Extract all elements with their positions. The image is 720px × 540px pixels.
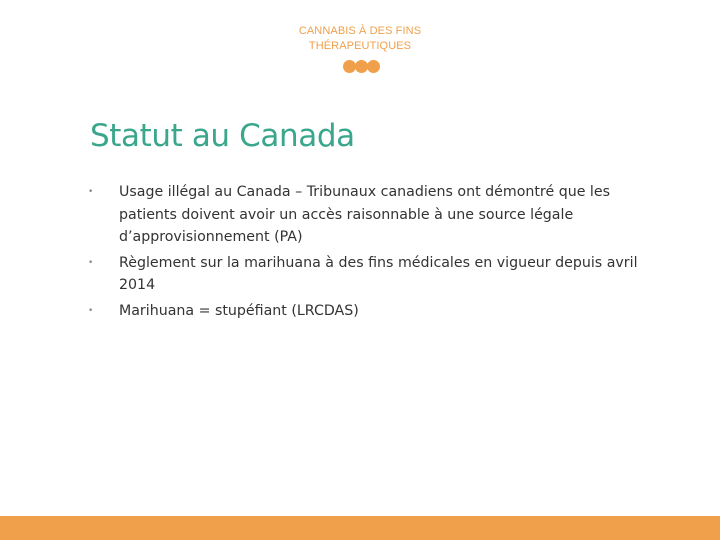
bullet-text: Marihuana = stupéfiant (LRCDAS) (119, 302, 359, 319)
bullet-item (88, 181, 648, 249)
bullet-text: Usage illégal au Canada – Tribunaux canadiens ont démontré que les patients doivent avoir un accès raisonnable à une source légale d’approvisionnement (PA) (119, 184, 610, 245)
bullet-list (88, 181, 648, 325)
dot-icon (367, 60, 380, 73)
bullet-icon: • (88, 257, 94, 268)
header-caption (0, 24, 720, 54)
bullet-item (88, 300, 648, 323)
bullet-icon: • (88, 305, 94, 316)
header-caption-line2: THÉRAPEUTIQUES (308, 40, 412, 52)
slide-title: Statut au Canada (90, 118, 355, 154)
bullet-item (88, 252, 648, 297)
bullet-icon: • (88, 187, 94, 197)
decorative-dots-icon (343, 60, 379, 74)
bullet-text: Règlement sur la marihuana à des fins médicales en vigueur depuis avril 2014 (119, 254, 638, 293)
header-caption-line1: CANNABIS À DES FINS (298, 25, 422, 37)
footer-bar (0, 516, 720, 540)
